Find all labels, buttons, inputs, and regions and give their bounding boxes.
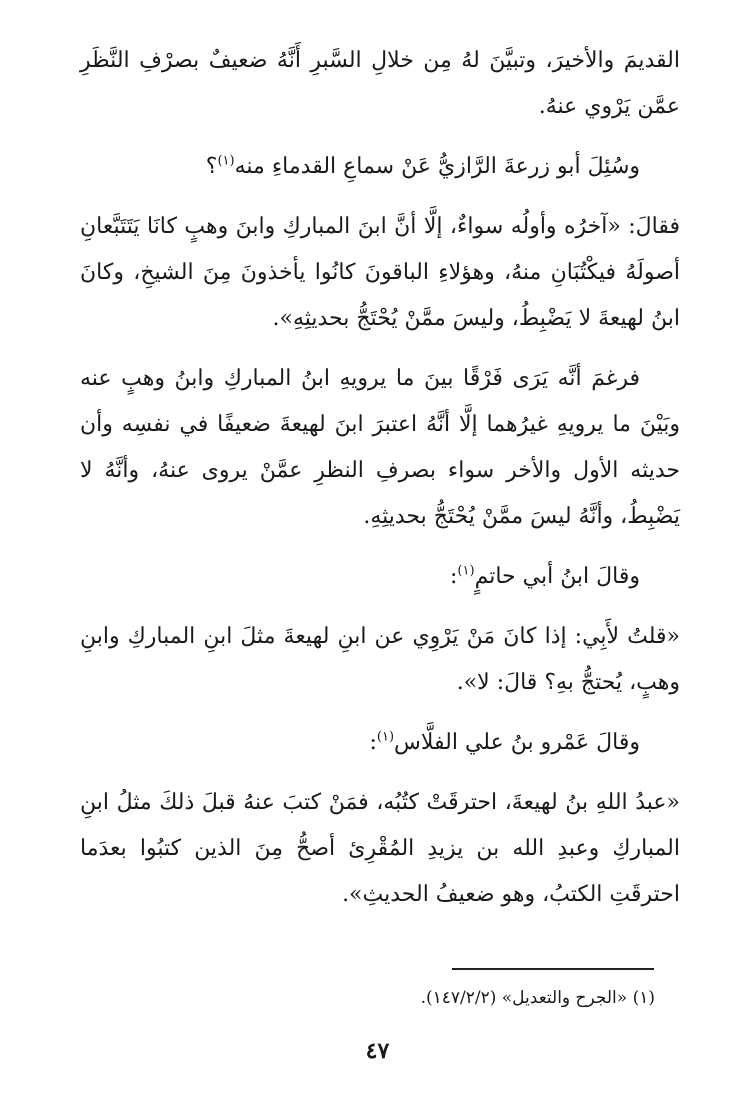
paragraph-2 <box>80 144 680 190</box>
paragraph-2-tail: ؟ <box>205 154 218 179</box>
paragraph-2-text: وسُئِلَ أبو زرعةَ الرَّازيُّ عَنْ سماعِ القدماءِ منه <box>234 154 640 179</box>
paragraph-6 <box>80 614 680 706</box>
paragraph-4 <box>80 356 680 540</box>
paragraph-8-text: «عبدُ اللهِ بنُ لهيعةَ، احترقَتْ كتُبُه، فمَنْ كتبَ عنهُ قبلَ ذلكَ مثلُ ابنِ المباركِ وعبدِ الله بن يزيدِ المُقْرِئ أصحُّ مِنَ الذين كتبُوا بعدَما احترقَتِ الكتبُ، وهو ضعيفُ الحديثِ». <box>80 790 680 907</box>
paragraph-1-text: القديمَ والأخيرَ، وتبيَّنَ لهُ مِن خلالِ السَّبرِ أَنَّهُ ضعيفٌ بصرْفِ النَّظَرِ عمَّن يَرْوي عنهُ. <box>80 48 680 119</box>
paragraph-7 <box>80 720 680 766</box>
paragraph-3-text: فقالَ: «آخرُه وأولُه سواءٌ، إلَّا أنَّ ابنَ المباركِ وابنَ وهبٍ كانَا يَتَتَبَّعانِ أصولَهُ فيكْتُبَانِ منهُ، وهؤلاءِ الباقونَ كانُوا يأخذونَ مِنَ الشيخِ، وكانَ ابنُ لهيعةَ لا يَضْبِطُ، وليسَ ممَّنْ يُحْتَجُّ بحديثِهِ». <box>80 214 680 331</box>
page-number: ٤٧ <box>365 1038 390 1064</box>
paragraph-6-text: «قلتُ لأَبِي: إذا كانَ مَنْ يَرْوِي عن ابنِ لهيعةَ مثلَ ابنِ المباركِ وابنِ وهبٍ، يُحتجُّ بهِ؟ قالَ: لا». <box>80 624 680 695</box>
paragraph-3 <box>80 204 680 342</box>
footnote-ref[interactable]: (١) <box>457 563 475 579</box>
paragraph-7-tail: : <box>369 730 377 755</box>
paragraph-1 <box>80 38 680 130</box>
paragraph-4-text: فرغمَ أنَّه يَرَى فَرْقًا بينَ ما يرويهِ ابنُ المباركِ وابنُ وهبٍ عنه وبَيْنَ ما يرويهِ غيرُهما إلَّا أنَّهُ اعتبرَ ابنَ لهيعةَ ضعيفًا في نفسِه وأن حديثه الأول والأخر سواء بصرفِ النظرِ عمَّنْ يروى عنهُ، وأنَّهُ لا يَضْبِطُ، وأنَّهُ ليسَ ممَّنْ يُحْتَجُّ بحديثِهِ. <box>80 366 680 529</box>
footnote-ref[interactable]: (١) <box>217 153 235 169</box>
paragraph-5-tail: : <box>450 564 458 589</box>
page-body <box>80 38 680 932</box>
paragraph-8 <box>80 780 680 918</box>
footnote-ref[interactable]: (١) <box>376 729 395 745</box>
paragraph-7-text: وقالَ عَمْرو بنُ علي الفلَّاس <box>394 730 640 755</box>
paragraph-5 <box>80 554 680 600</box>
paragraph-5-text: وقالَ ابنُ أبي حاتمٍ <box>474 564 640 589</box>
footnote: (١) «الجرح والتعديل» (١٤٧/٢/٢). <box>420 988 655 1008</box>
footnote-divider <box>452 968 654 970</box>
